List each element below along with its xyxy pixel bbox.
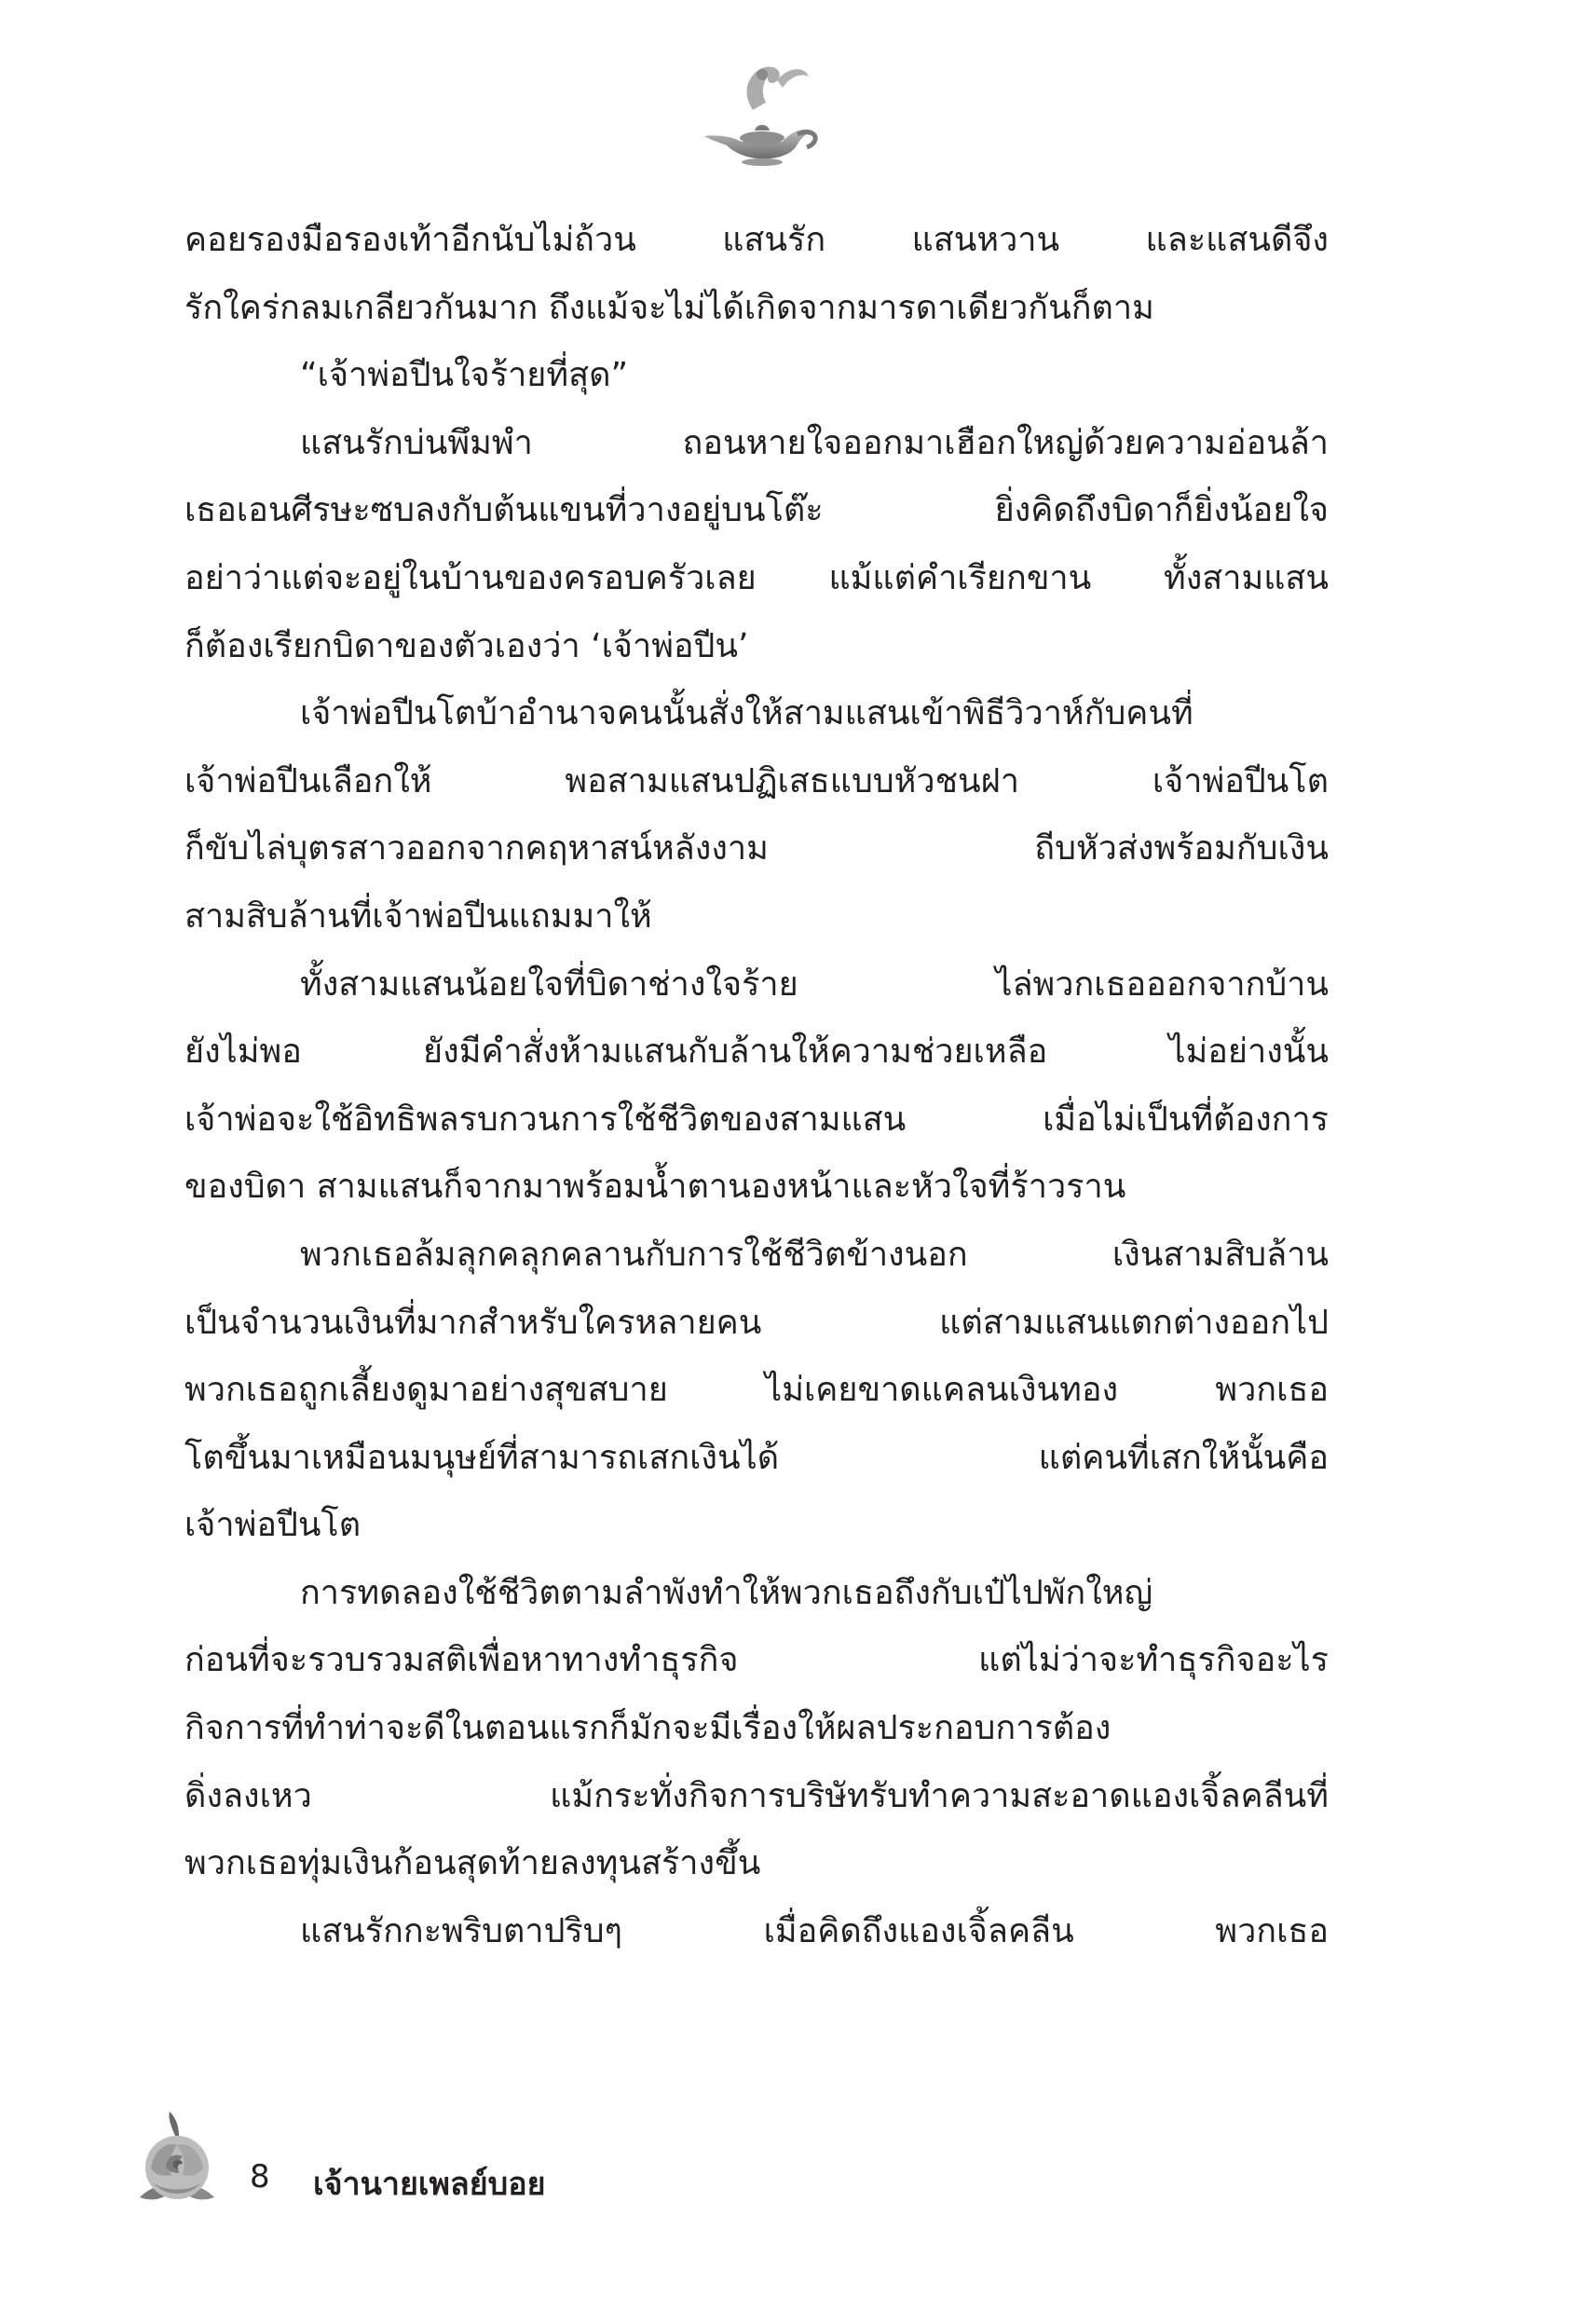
text-line: เจ้าพ่อปีนโตบ้าอำนาจคนนั้นสั่งให้สามแสนเข้าพิธีวิวาห์กับคนที่ (300, 694, 1194, 733)
text-line: พวกเธอล้มลุกคลุกคลานกับการใช้ชีวิตข้างนอก เงินสามสิบล้าน (300, 1235, 1329, 1274)
text-line: “เจ้าพ่อปีนใจร้ายที่สุด” (300, 356, 629, 395)
text-line: พวกเธอถูกเลี้ยงดูมาอย่างสุขสบาย ไม่เคยขาดแคลนเงินทอง พวกเธอ (184, 1371, 1329, 1410)
text-line: โตขึ้นมาเหมือนมนุษย์ที่สามารถเสกเงินได้ แต่คนที่เสกให้นั้นคือ (184, 1438, 1329, 1477)
text-line: รักใคร่กลมเกลียวกันมาก ถึงแม้จะไม่ได้เกิดจากมารดาเดียวกันก็ตาม (184, 288, 1154, 327)
text-line: แสนรักบ่นพึมพำ ถอนหายใจออกมาเฮือกใหญ่ด้วยความอ่อนล้า (300, 423, 1329, 462)
text-line: เจ้าพ่อปีนโต (184, 1506, 361, 1545)
genie-lamp-icon (686, 56, 835, 168)
page-number: 8 (250, 2158, 270, 2195)
text-line: แสนรักกะพริบตาปริบๆ เมื่อคิดถึงแองเจิ้ลคลีน พวกเธอ (300, 1911, 1329, 1950)
text-line: ก็ขับไล่บุตรสาวออกจากคฤหาสน์หลังงาม ถีบหัวส่งพร้อมกับเงิน (184, 829, 1329, 868)
text-line: พวกเธอทุ่มเงินก้อนสุดท้ายลงทุนสร้างขึ้น (184, 1844, 761, 1883)
body-text (184, 207, 1329, 1965)
text-line: เธอเอนศีรษะซบลงกับต้นแขนที่วางอยู่บนโต๊ะ ยิ่งคิดถึงบิดาก็ยิ่งน้อยใจ (184, 491, 1329, 530)
text-line: ยังไม่พอ ยังมีคำสั่งห้ามแสนกับล้านให้ความช่วยเหลือ ไม่อย่างนั้น (184, 1032, 1329, 1072)
text-line: เป็นจำนวนเงินที่มากสำหรับใครหลายคน แต่สามแสนแตกต่างออกไป (184, 1303, 1329, 1342)
text-line: ดิ่งลงเหว แม้กระทั่งกิจการบริษัทรับทำความสะอาดแองเจิ้ลคลีนที่ (184, 1776, 1329, 1815)
text-line: ก่อนที่จะรวบรวมสติเพื่อหาทางทำธุรกิจ แต่ไม่ว่าจะทำธุรกิจอะไร (184, 1641, 1329, 1680)
book-title: เจ้านายเพลย์บอย (313, 2166, 546, 2203)
text-line: อย่าว่าแต่จะอยู่ในบ้านของครอบครัวเลย แม้แต่คำเรียกขาน ทั้งสามแสน (184, 558, 1329, 597)
rose-icon (130, 2108, 224, 2210)
text-line: สามสิบล้านที่เจ้าพ่อปีนแถมมาให้ (184, 896, 652, 936)
text-line: ทั้งสามแสนน้อยใจที่บิดาช่างใจร้าย ไล่พวกเธอออกจากบ้าน (300, 964, 1329, 1004)
text-line: ก็ต้องเรียกบิดาของตัวเองว่า ‘เจ้าพ่อปีน’ (184, 626, 749, 665)
text-line: ของบิดา สามแสนก็จากมาพร้อมน้ำตานองหน้าและหัวใจที่ร้าวราน (184, 1168, 1126, 1207)
page-footer (130, 2108, 783, 2229)
text-line: กิจการที่ทำท่าจะดีในตอนแรกก็มักจะมีเรื่องให้ผลประกอบการต้อง (184, 1709, 1112, 1748)
text-line: การทดลองใช้ชีวิตตามลำพังทำให้พวกเธอถึงกับเป๋ไปพักใหญ่ (300, 1573, 1153, 1612)
text-line: คอยรองมือรองเท้าอีกนับไม่ถ้วน แสนรัก แสนหวาน และแสนดีจึง (184, 221, 1329, 259)
text-line: เจ้าพ่อปีนเลือกให้ พอสามแสนปฏิเสธแบบหัวชนฝา เจ้าพ่อปีนโต (184, 761, 1329, 800)
text-line: เจ้าพ่อจะใช้อิทธิพลรบกวนการใช้ชีวิตของสามแสน เมื่อไม่เป็นที่ต้องการ (184, 1100, 1329, 1139)
